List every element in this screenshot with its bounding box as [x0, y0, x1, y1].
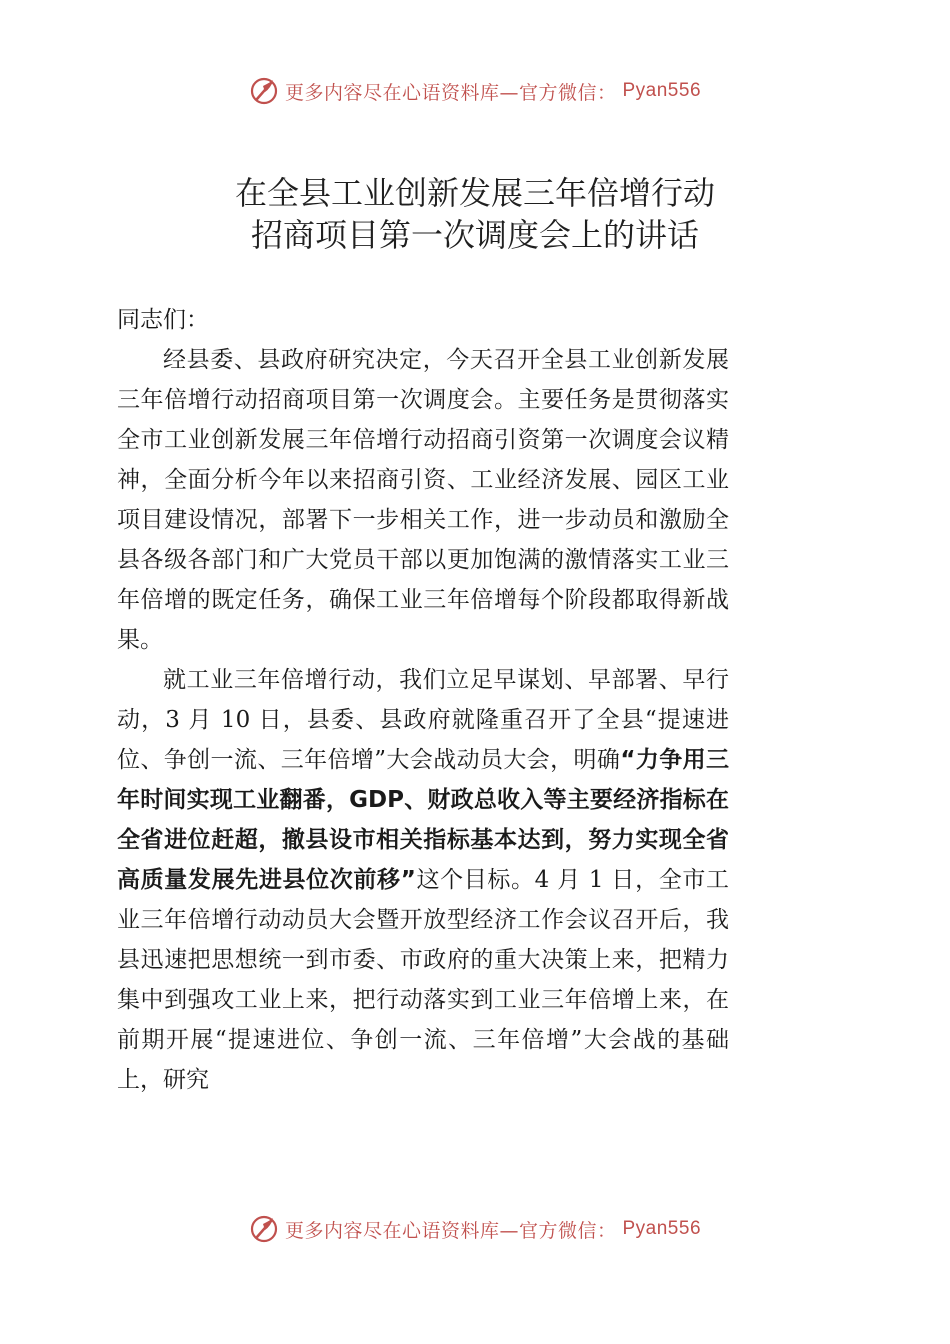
- salutation: 同志们：: [117, 307, 209, 333]
- watermark-header: [0, 76, 950, 106]
- document-title: [0, 172, 950, 256]
- watermark-wechat-id: Pyan556: [622, 1218, 702, 1239]
- watermark-text: 更多内容尽在心语资料库—官方微信：: [284, 81, 617, 104]
- paragraph-2: [117, 660, 729, 1100]
- watermark-footer: [0, 1214, 950, 1244]
- quill-logo-icon: [249, 1214, 279, 1244]
- title-line-2: 招商项目第一次调度会上的讲话: [250, 216, 699, 254]
- watermark-wechat-id: Pyan556: [622, 80, 702, 101]
- title-line-1: 在全县工业创新发展三年倍增行动: [234, 174, 715, 212]
- paragraph-1: 经县委、县政府研究决定，今天召开全县工业创新发展三年倍增行动招商项目第一次调度会。主要任务是贯彻落实全市工业创新发展三年倍增行动招商引资第一次调度会议精神，全面分析今年以来招商引资、工业经济发展、园区工业项目建设情况，部署下一步相关工作，进一步动员和激励全县各级各部门和广大党员干部以更加饱满的激情落实工业三年倍增的既定任务，确保工业三年倍增每个阶段都取得新战果。: [117, 347, 729, 653]
- paragraph-2-goal-bold: “力争用三年时间实现工业翻番，GDP、财政总收入等主要经济指标在全省进位赶超，撤县设市相关指标基本达到，努力实现全省高质量发展先进县位次前移”: [117, 747, 729, 893]
- document-body: [117, 300, 729, 1100]
- quill-logo-icon: [249, 76, 279, 106]
- paragraph-2-intro: 就工业三年倍增行动，我们立足早谋划、早部署、早行动，3 月 10 日，县委、县政府就隆重召开了全县“提速进位、争创一流、三年倍增”大会战动员大会，明确: [117, 667, 729, 773]
- paragraph-2-continued: 这个目标。4 月 1 日，全市工业三年倍增行动动员大会暨开放型经济工作会议召开后，我县迅速把思想统一到市委、市政府的重大决策上来，把精力集中到强攻工业上来，把行动落实到工业三年倍增上来，在前期开展“提速进位、争创一流、三年倍增”大会战的基础上，研究: [117, 867, 729, 1093]
- watermark-text: 更多内容尽在心语资料库—官方微信：: [284, 1219, 617, 1242]
